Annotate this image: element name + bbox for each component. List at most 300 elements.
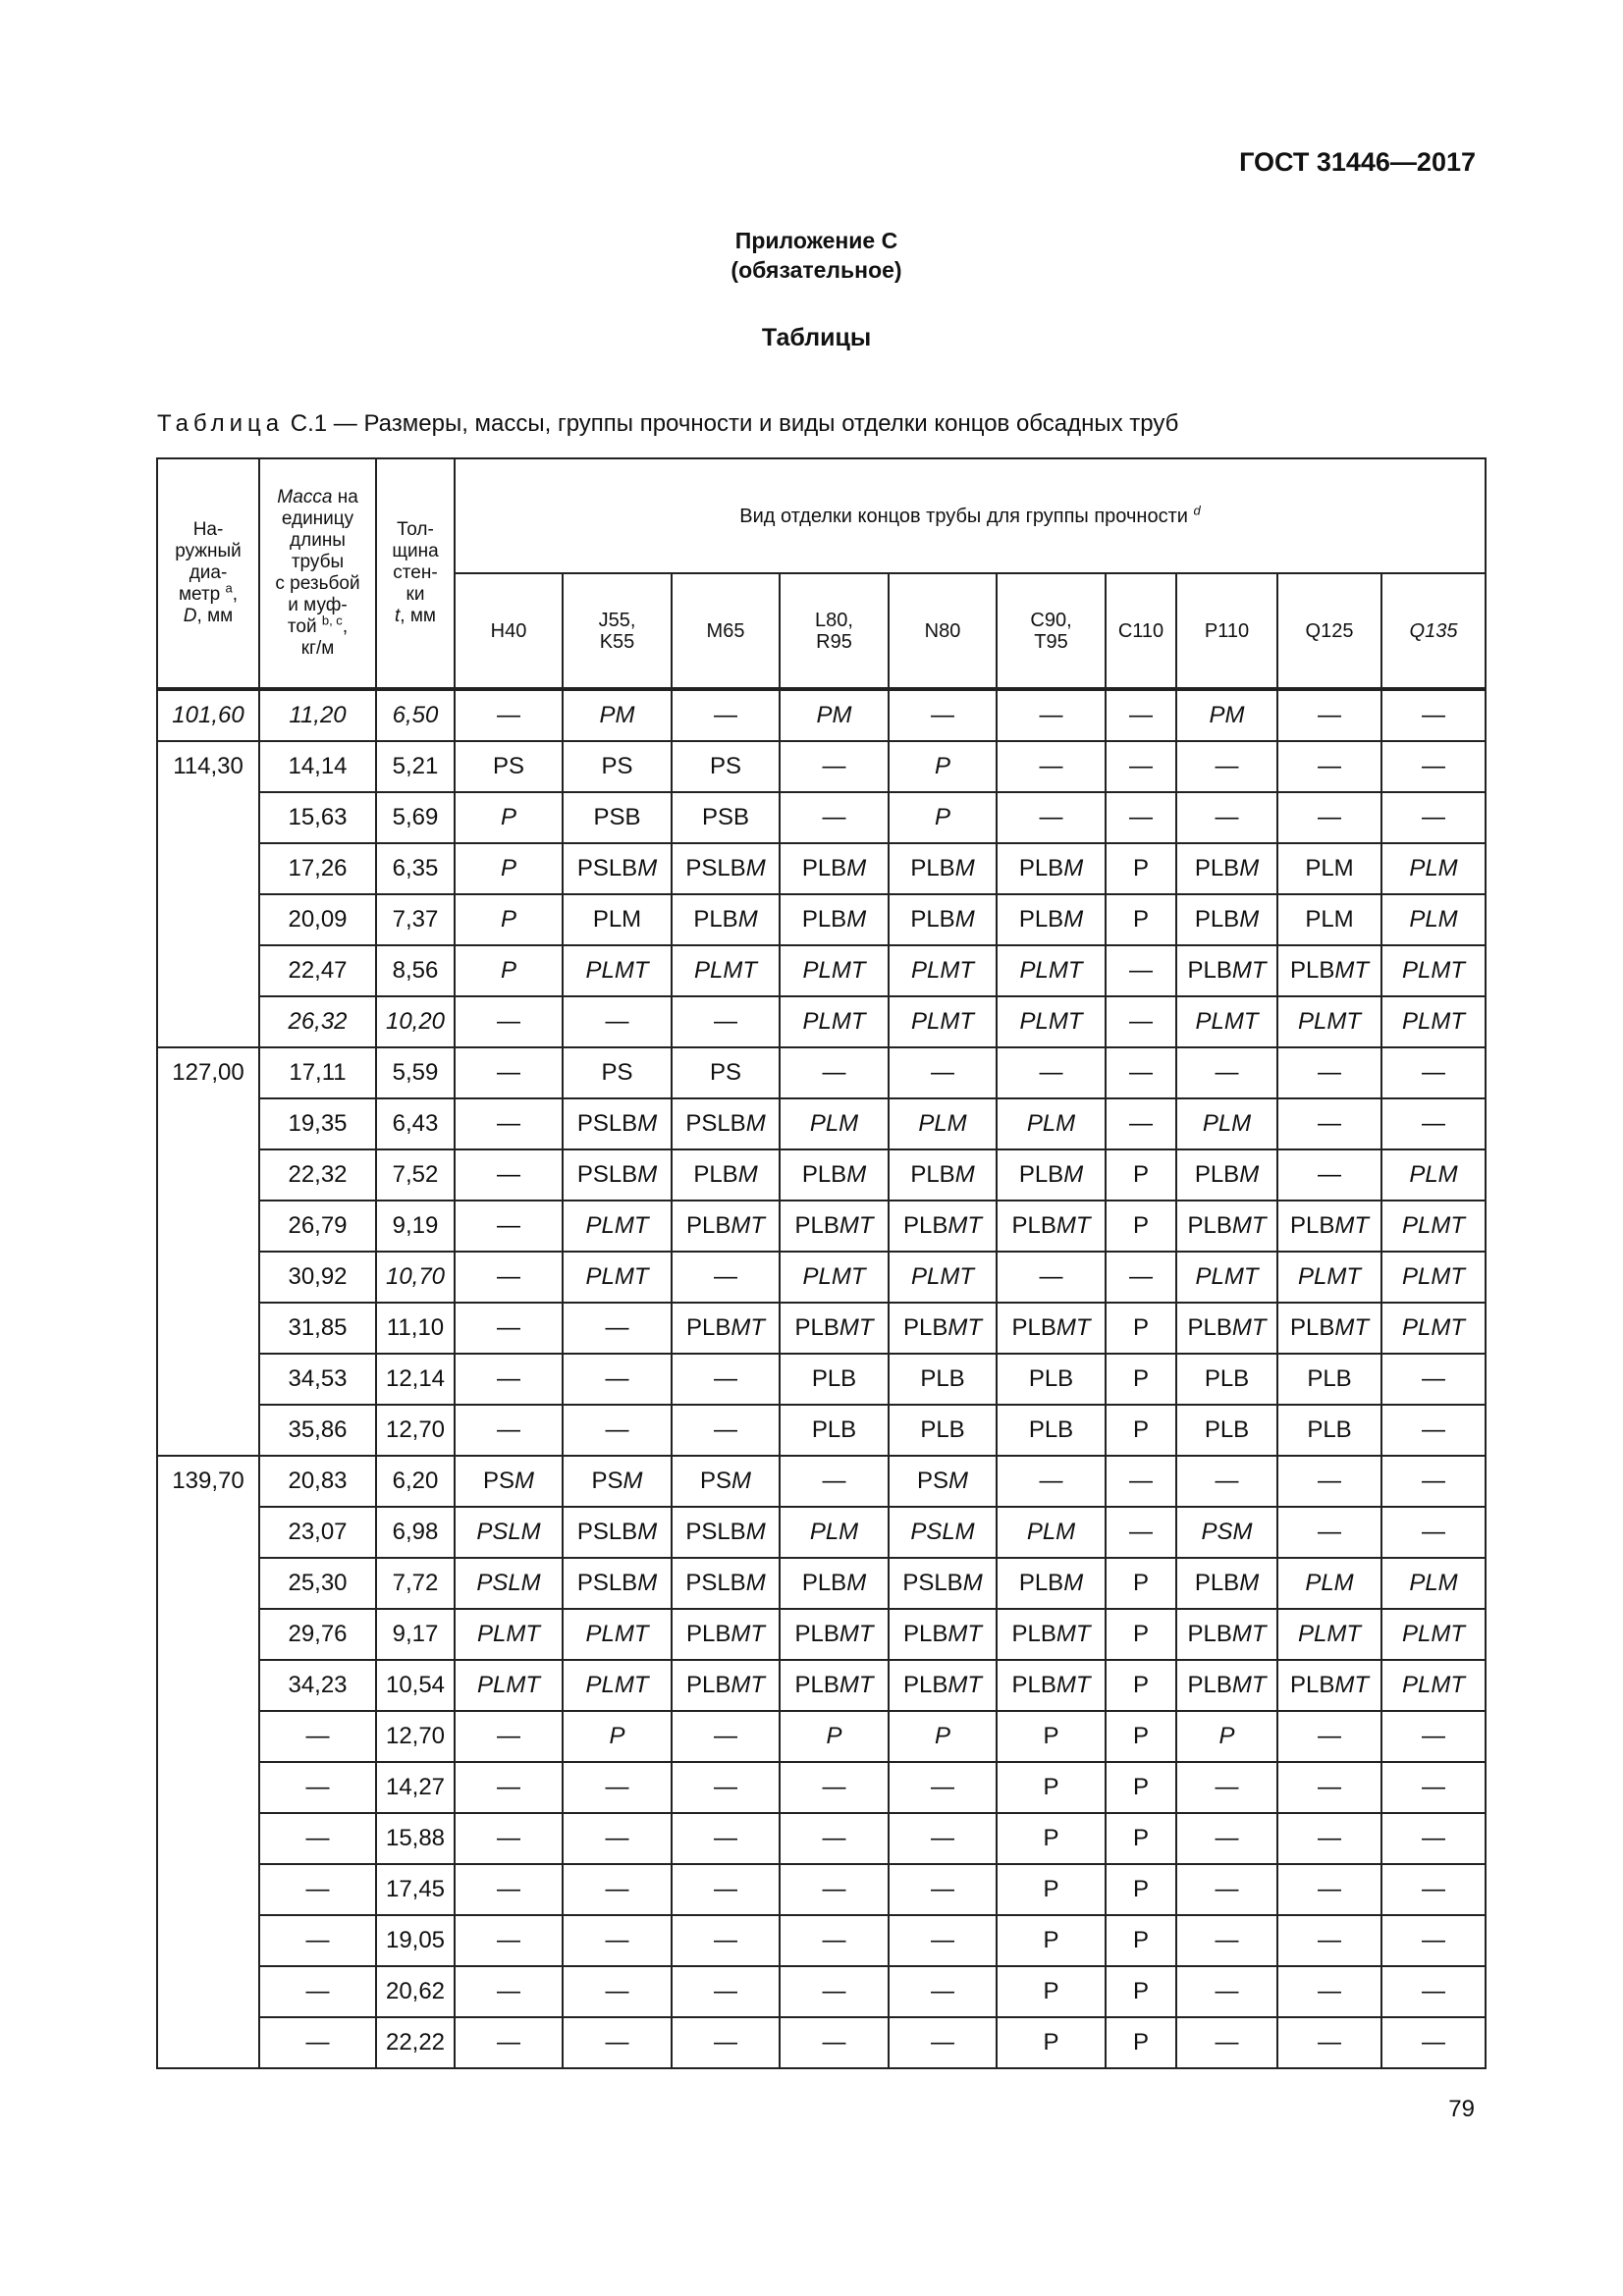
table-row bbox=[157, 1813, 1486, 1864]
finish-cell: — bbox=[1381, 1915, 1486, 1966]
mass-cell: — bbox=[259, 1813, 376, 1864]
finish-cell: — bbox=[1106, 945, 1176, 996]
table-row bbox=[157, 1711, 1486, 1762]
table-row bbox=[157, 1966, 1486, 2017]
mass-cell: 22,32 bbox=[259, 1149, 376, 1201]
finish-cell: — bbox=[563, 2017, 672, 2068]
finish-cell: — bbox=[1176, 741, 1277, 792]
finish-cell: PLB bbox=[780, 1354, 889, 1405]
finish-cell: — bbox=[455, 1201, 563, 1252]
finish-cell: P bbox=[889, 1711, 997, 1762]
finish-cell: PLBMT bbox=[780, 1660, 889, 1711]
finish-cell: — bbox=[1381, 689, 1486, 741]
finish-cell: — bbox=[889, 1864, 997, 1915]
finish-cell: PLMT bbox=[1381, 945, 1486, 996]
wall-thickness-cell: 11,10 bbox=[376, 1303, 455, 1354]
finish-cell: PLMT bbox=[1381, 1609, 1486, 1660]
finish-cell: PLMT bbox=[563, 1609, 672, 1660]
mass-cell: 34,23 bbox=[259, 1660, 376, 1711]
table-row bbox=[157, 1354, 1486, 1405]
finish-cell: P bbox=[1106, 1201, 1176, 1252]
finish-cell: — bbox=[1176, 1762, 1277, 1813]
finish-cell: PSLBM bbox=[563, 1507, 672, 1558]
finish-cell: PLMT bbox=[889, 1252, 997, 1303]
mass-cell: 14,14 bbox=[259, 741, 376, 792]
finish-cell: — bbox=[563, 1354, 672, 1405]
finish-cell: — bbox=[1277, 792, 1381, 843]
mass-cell: — bbox=[259, 1762, 376, 1813]
finish-cell: — bbox=[1277, 1762, 1381, 1813]
wall-thickness-cell: 10,20 bbox=[376, 996, 455, 1047]
finish-cell: — bbox=[672, 1354, 780, 1405]
finish-cell: — bbox=[455, 1252, 563, 1303]
mass-cell: 26,79 bbox=[259, 1201, 376, 1252]
finish-cell: P bbox=[997, 1813, 1106, 1864]
finish-cell: PLBMT bbox=[1277, 1201, 1381, 1252]
wall-thickness-cell: 12,70 bbox=[376, 1711, 455, 1762]
finish-cell: P bbox=[1106, 1711, 1176, 1762]
finish-cell: PLB bbox=[1176, 1354, 1277, 1405]
outer-diameter-cell: 139,70 bbox=[157, 1456, 259, 1507]
finish-cell: — bbox=[1381, 1864, 1486, 1915]
finish-cell: — bbox=[1106, 1098, 1176, 1149]
finish-cell: — bbox=[455, 1966, 563, 2017]
finish-cell: — bbox=[780, 1864, 889, 1915]
finish-cell: PLBMT bbox=[889, 1660, 997, 1711]
finish-cell: P bbox=[1106, 1762, 1176, 1813]
finish-cell: PLBM bbox=[1176, 1149, 1277, 1201]
finish-cell: — bbox=[1277, 1915, 1381, 1966]
finish-cell: PLBMT bbox=[1277, 1660, 1381, 1711]
finish-cell: PLB bbox=[1277, 1405, 1381, 1456]
wall-thickness-cell: 22,22 bbox=[376, 2017, 455, 2068]
header-grade: C90, T95 bbox=[997, 573, 1106, 689]
finish-cell: — bbox=[889, 1915, 997, 1966]
finish-cell: — bbox=[1381, 1405, 1486, 1456]
finish-cell: PLBM bbox=[672, 894, 780, 945]
finish-cell: — bbox=[563, 1966, 672, 2017]
finish-cell: P bbox=[455, 894, 563, 945]
table-row bbox=[157, 1507, 1486, 1558]
finish-cell: P bbox=[563, 1711, 672, 1762]
finish-cell: PLBMT bbox=[1176, 1201, 1277, 1252]
table-row bbox=[157, 1047, 1486, 1098]
finish-cell: PLMT bbox=[1176, 996, 1277, 1047]
finish-cell: P bbox=[889, 792, 997, 843]
finish-cell: — bbox=[563, 1762, 672, 1813]
finish-cell: — bbox=[563, 1405, 672, 1456]
outer-diameter-cell bbox=[157, 1711, 259, 1762]
finish-cell: PLMT bbox=[780, 945, 889, 996]
finish-cell: PLB bbox=[780, 1405, 889, 1456]
finish-cell: PLM bbox=[1277, 843, 1381, 894]
finish-cell: PLM bbox=[1277, 1558, 1381, 1609]
finish-cell: PLM bbox=[1381, 1149, 1486, 1201]
finish-cell: PSB bbox=[563, 792, 672, 843]
table-row bbox=[157, 689, 1486, 741]
finish-cell: PLM bbox=[889, 1098, 997, 1149]
finish-cell: PLBMT bbox=[997, 1609, 1106, 1660]
outer-diameter-cell bbox=[157, 1609, 259, 1660]
finish-cell: PM bbox=[780, 689, 889, 741]
finish-cell: PS bbox=[563, 741, 672, 792]
finish-cell: PLMT bbox=[997, 945, 1106, 996]
finish-cell: — bbox=[1381, 741, 1486, 792]
finish-cell: PSLBM bbox=[563, 1149, 672, 1201]
finish-cell: P bbox=[1106, 2017, 1176, 2068]
outer-diameter-cell bbox=[157, 1252, 259, 1303]
table-caption-text: С.1 — Размеры, массы, группы прочности и виды отделки концов обсадных труб bbox=[284, 410, 1179, 437]
finish-cell: P bbox=[1176, 1711, 1277, 1762]
table-row bbox=[157, 894, 1486, 945]
outer-diameter-cell bbox=[157, 1762, 259, 1813]
finish-cell: PLM bbox=[1277, 894, 1381, 945]
finish-cell: — bbox=[1106, 792, 1176, 843]
finish-cell: PLMT bbox=[672, 945, 780, 996]
finish-cell: — bbox=[997, 1456, 1106, 1507]
mass-cell: 19,35 bbox=[259, 1098, 376, 1149]
finish-cell: — bbox=[1381, 792, 1486, 843]
outer-diameter-cell bbox=[157, 1864, 259, 1915]
finish-cell: — bbox=[1176, 2017, 1277, 2068]
finish-cell: P bbox=[1106, 1660, 1176, 1711]
finish-cell: PSLM bbox=[455, 1507, 563, 1558]
finish-cell: — bbox=[455, 1711, 563, 1762]
finish-cell: PSM bbox=[455, 1456, 563, 1507]
finish-cell: — bbox=[1176, 1047, 1277, 1098]
annex-name: Приложение С bbox=[734, 228, 898, 253]
finish-cell: — bbox=[889, 689, 997, 741]
wall-thickness-cell: 17,45 bbox=[376, 1864, 455, 1915]
header-grade: C110 bbox=[1106, 573, 1176, 689]
finish-cell: — bbox=[1176, 1456, 1277, 1507]
wall-thickness-cell: 6,35 bbox=[376, 843, 455, 894]
header-grade: P110 bbox=[1176, 573, 1277, 689]
finish-cell: PLMT bbox=[455, 1609, 563, 1660]
finish-cell: PSLBM bbox=[672, 1507, 780, 1558]
outer-diameter-cell: 127,00 bbox=[157, 1047, 259, 1098]
finish-cell: — bbox=[455, 1864, 563, 1915]
table-row bbox=[157, 792, 1486, 843]
table-row bbox=[157, 1098, 1486, 1149]
mass-cell: 26,32 bbox=[259, 996, 376, 1047]
finish-cell: — bbox=[455, 1047, 563, 1098]
section-heading: Таблицы bbox=[761, 324, 872, 351]
finish-cell: — bbox=[672, 1252, 780, 1303]
finish-cell: P bbox=[1106, 843, 1176, 894]
finish-cell: PLBMT bbox=[1176, 1303, 1277, 1354]
wall-thickness-cell: 5,59 bbox=[376, 1047, 455, 1098]
mass-cell: — bbox=[259, 1711, 376, 1762]
finish-cell: — bbox=[997, 1252, 1106, 1303]
finish-cell: — bbox=[672, 1915, 780, 1966]
finish-cell: PS bbox=[455, 741, 563, 792]
outer-diameter-cell bbox=[157, 894, 259, 945]
wall-thickness-cell: 5,69 bbox=[376, 792, 455, 843]
finish-cell: PLM bbox=[780, 1098, 889, 1149]
finish-cell: PLMT bbox=[1381, 1252, 1486, 1303]
finish-cell: PSM bbox=[672, 1456, 780, 1507]
finish-cell: — bbox=[1381, 1762, 1486, 1813]
finish-cell: — bbox=[563, 996, 672, 1047]
mass-cell: — bbox=[259, 2017, 376, 2068]
finish-cell: PLBMT bbox=[1277, 945, 1381, 996]
finish-cell: PLBM bbox=[889, 1149, 997, 1201]
page-number: 79 bbox=[1448, 2096, 1475, 2122]
finish-cell: PLBMT bbox=[672, 1303, 780, 1354]
finish-cell: — bbox=[1176, 1966, 1277, 2017]
finish-cell: PLMT bbox=[563, 945, 672, 996]
header-grade: J55, K55 bbox=[563, 573, 672, 689]
table-row bbox=[157, 2017, 1486, 2068]
finish-cell: — bbox=[455, 1098, 563, 1149]
wall-thickness-cell: 10,54 bbox=[376, 1660, 455, 1711]
wall-thickness-cell: 10,70 bbox=[376, 1252, 455, 1303]
finish-cell: P bbox=[780, 1711, 889, 1762]
mass-cell: 23,07 bbox=[259, 1507, 376, 1558]
finish-cell: PLMT bbox=[997, 996, 1106, 1047]
finish-cell: P bbox=[1106, 1966, 1176, 2017]
finish-cell: PSM bbox=[563, 1456, 672, 1507]
finish-cell: — bbox=[1277, 1711, 1381, 1762]
finish-cell: — bbox=[780, 2017, 889, 2068]
mass-cell: 20,09 bbox=[259, 894, 376, 945]
outer-diameter-cell bbox=[157, 2017, 259, 2068]
finish-cell: — bbox=[1277, 1047, 1381, 1098]
finish-cell: P bbox=[1106, 1303, 1176, 1354]
finish-cell: PLBM bbox=[997, 1558, 1106, 1609]
mass-cell: 30,92 bbox=[259, 1252, 376, 1303]
finish-cell: — bbox=[1106, 1456, 1176, 1507]
outer-diameter-cell bbox=[157, 1354, 259, 1405]
finish-cell: PSB bbox=[672, 792, 780, 843]
finish-cell: — bbox=[455, 2017, 563, 2068]
table-row bbox=[157, 1201, 1486, 1252]
table-row bbox=[157, 1660, 1486, 1711]
finish-cell: PSM bbox=[1176, 1507, 1277, 1558]
finish-cell: — bbox=[1381, 1813, 1486, 1864]
finish-cell: PLM bbox=[1381, 894, 1486, 945]
finish-cell: PLMT bbox=[889, 945, 997, 996]
finish-cell: PLMT bbox=[563, 1660, 672, 1711]
finish-cell: PLBMT bbox=[889, 1303, 997, 1354]
annex-status: (обязательное) bbox=[730, 257, 902, 283]
mass-cell: — bbox=[259, 1915, 376, 1966]
mass-cell: — bbox=[259, 1966, 376, 2017]
finish-cell: P bbox=[1106, 1609, 1176, 1660]
finish-cell: — bbox=[997, 689, 1106, 741]
finish-cell: — bbox=[1277, 1149, 1381, 1201]
finish-cell: PLBM bbox=[1176, 1558, 1277, 1609]
wall-thickness-cell: 9,17 bbox=[376, 1609, 455, 1660]
finish-cell: — bbox=[1277, 2017, 1381, 2068]
finish-cell: PLMT bbox=[563, 1252, 672, 1303]
finish-cell: PLMT bbox=[563, 1201, 672, 1252]
finish-cell: PLBMT bbox=[997, 1660, 1106, 1711]
finish-cell: — bbox=[1277, 1456, 1381, 1507]
finish-cell: — bbox=[1277, 1864, 1381, 1915]
header-outer-diameter: На- ружный диа- метр $^a$, D, мм bbox=[157, 458, 259, 689]
wall-thickness-cell: 9,19 bbox=[376, 1201, 455, 1252]
finish-cell: PLB bbox=[889, 1354, 997, 1405]
finish-cell: PLM bbox=[997, 1507, 1106, 1558]
finish-cell: PLB bbox=[1176, 1405, 1277, 1456]
wall-thickness-cell: 6,50 bbox=[376, 689, 455, 741]
finish-cell: PS bbox=[672, 1047, 780, 1098]
finish-cell: — bbox=[889, 1047, 997, 1098]
finish-cell: PLBM bbox=[889, 894, 997, 945]
mass-cell: 25,30 bbox=[259, 1558, 376, 1609]
finish-cell: — bbox=[889, 1762, 997, 1813]
finish-cell: — bbox=[1381, 2017, 1486, 2068]
finish-cell: PSM bbox=[889, 1456, 997, 1507]
finish-cell: P bbox=[997, 1711, 1106, 1762]
table-row bbox=[157, 843, 1486, 894]
finish-cell: PLM bbox=[780, 1507, 889, 1558]
outer-diameter-cell bbox=[157, 1813, 259, 1864]
finish-cell: — bbox=[1277, 741, 1381, 792]
finish-cell: — bbox=[455, 1813, 563, 1864]
finish-cell: — bbox=[1106, 1507, 1176, 1558]
finish-cell: PLM bbox=[997, 1098, 1106, 1149]
finish-cell: P bbox=[455, 792, 563, 843]
finish-cell: P bbox=[997, 1966, 1106, 2017]
finish-cell: PLBMT bbox=[672, 1201, 780, 1252]
finish-cell: — bbox=[1176, 1813, 1277, 1864]
outer-diameter-cell bbox=[157, 1558, 259, 1609]
finish-cell: PLBMT bbox=[1176, 945, 1277, 996]
finish-cell: PLBM bbox=[780, 1149, 889, 1201]
finish-cell: — bbox=[889, 2017, 997, 2068]
finish-cell: P bbox=[1106, 1915, 1176, 1966]
finish-cell: — bbox=[1381, 1456, 1486, 1507]
finish-cell: — bbox=[780, 1456, 889, 1507]
finish-cell: — bbox=[455, 689, 563, 741]
finish-cell: — bbox=[997, 1047, 1106, 1098]
outer-diameter-cell bbox=[157, 1201, 259, 1252]
finish-cell: P bbox=[997, 2017, 1106, 2068]
mass-cell: 29,76 bbox=[259, 1609, 376, 1660]
finish-cell: — bbox=[455, 1354, 563, 1405]
wall-thickness-cell: 6,20 bbox=[376, 1456, 455, 1507]
finish-cell: PLBM bbox=[997, 1149, 1106, 1201]
wall-thickness-cell: 14,27 bbox=[376, 1762, 455, 1813]
finish-cell: — bbox=[1381, 1098, 1486, 1149]
header-mass: Масса на единицу длины трубы с резьбой и муф- той $^{b, c}$, кг/м bbox=[259, 458, 376, 689]
finish-cell: PLMT bbox=[1176, 1252, 1277, 1303]
finish-cell: PLBMT bbox=[997, 1201, 1106, 1252]
finish-cell: PSLBM bbox=[563, 1558, 672, 1609]
table-row bbox=[157, 1405, 1486, 1456]
outer-diameter-cell bbox=[157, 945, 259, 996]
finish-cell: — bbox=[563, 1864, 672, 1915]
table-row bbox=[157, 1558, 1486, 1609]
finish-cell: P bbox=[455, 843, 563, 894]
finish-cell: PLM bbox=[1176, 1098, 1277, 1149]
wall-thickness-cell: 20,62 bbox=[376, 1966, 455, 2017]
finish-cell: PLMT bbox=[455, 1660, 563, 1711]
finish-cell: PLB bbox=[997, 1405, 1106, 1456]
table-row bbox=[157, 945, 1486, 996]
wall-thickness-cell: 5,21 bbox=[376, 741, 455, 792]
finish-cell: PLMT bbox=[889, 996, 997, 1047]
finish-cell: — bbox=[672, 1405, 780, 1456]
table-row bbox=[157, 1864, 1486, 1915]
outer-diameter-cell bbox=[157, 1405, 259, 1456]
finish-cell: PLBMT bbox=[1176, 1609, 1277, 1660]
finish-cell: PSLBM bbox=[672, 843, 780, 894]
table-row bbox=[157, 1252, 1486, 1303]
finish-cell: — bbox=[455, 996, 563, 1047]
finish-cell: — bbox=[1381, 1507, 1486, 1558]
finish-cell: PLBM bbox=[997, 894, 1106, 945]
wall-thickness-cell: 6,98 bbox=[376, 1507, 455, 1558]
finish-cell: PLMT bbox=[1277, 1252, 1381, 1303]
finish-cell: — bbox=[780, 1762, 889, 1813]
wall-thickness-cell: 12,14 bbox=[376, 1354, 455, 1405]
finish-cell: — bbox=[672, 1711, 780, 1762]
outer-diameter-cell bbox=[157, 1915, 259, 1966]
wall-thickness-cell: 7,72 bbox=[376, 1558, 455, 1609]
finish-cell: — bbox=[1106, 1252, 1176, 1303]
finish-cell: PLBM bbox=[672, 1149, 780, 1201]
finish-cell: — bbox=[672, 1762, 780, 1813]
finish-cell: — bbox=[889, 1813, 997, 1864]
finish-cell: — bbox=[1277, 1813, 1381, 1864]
table-row bbox=[157, 1915, 1486, 1966]
standard-code: ГОСТ 31446—2017 bbox=[1239, 147, 1476, 177]
finish-cell: — bbox=[455, 1303, 563, 1354]
finish-cell: — bbox=[672, 1813, 780, 1864]
finish-cell: PM bbox=[1176, 689, 1277, 741]
header-grade: Q125 bbox=[1277, 573, 1381, 689]
finish-cell: — bbox=[563, 1303, 672, 1354]
finish-cell: — bbox=[672, 689, 780, 741]
outer-diameter-cell bbox=[157, 1149, 259, 1201]
finish-cell: — bbox=[455, 1405, 563, 1456]
wall-thickness-cell: 12,70 bbox=[376, 1405, 455, 1456]
finish-cell: — bbox=[455, 1762, 563, 1813]
casing-table bbox=[156, 457, 1487, 2069]
finish-cell: P bbox=[1106, 1405, 1176, 1456]
finish-cell: — bbox=[780, 792, 889, 843]
finish-cell: — bbox=[1176, 1915, 1277, 1966]
finish-cell: — bbox=[672, 996, 780, 1047]
finish-cell: PLBMT bbox=[889, 1609, 997, 1660]
finish-cell: P bbox=[1106, 1149, 1176, 1201]
header-grade: N80 bbox=[889, 573, 997, 689]
finish-cell: PLBMT bbox=[780, 1609, 889, 1660]
mass-cell: — bbox=[259, 1864, 376, 1915]
finish-cell: P bbox=[1106, 1354, 1176, 1405]
finish-cell: — bbox=[997, 741, 1106, 792]
finish-cell: PLBMT bbox=[997, 1303, 1106, 1354]
mass-cell: 20,83 bbox=[259, 1456, 376, 1507]
finish-cell: P bbox=[1106, 1813, 1176, 1864]
wall-thickness-cell: 15,88 bbox=[376, 1813, 455, 1864]
header-end-finish-group: Вид отделки концов трубы для группы прочности $^d$ bbox=[455, 458, 1486, 573]
annex-title bbox=[0, 226, 1623, 285]
wall-thickness-cell: 8,56 bbox=[376, 945, 455, 996]
finish-cell: — bbox=[672, 1966, 780, 2017]
finish-cell: PLBMT bbox=[780, 1201, 889, 1252]
finish-cell: PLBMT bbox=[1277, 1303, 1381, 1354]
finish-cell: P bbox=[455, 945, 563, 996]
finish-cell: PLMT bbox=[1381, 1201, 1486, 1252]
finish-cell: PLMT bbox=[1381, 1303, 1486, 1354]
table-row bbox=[157, 1762, 1486, 1813]
finish-cell: PSLBM bbox=[563, 843, 672, 894]
